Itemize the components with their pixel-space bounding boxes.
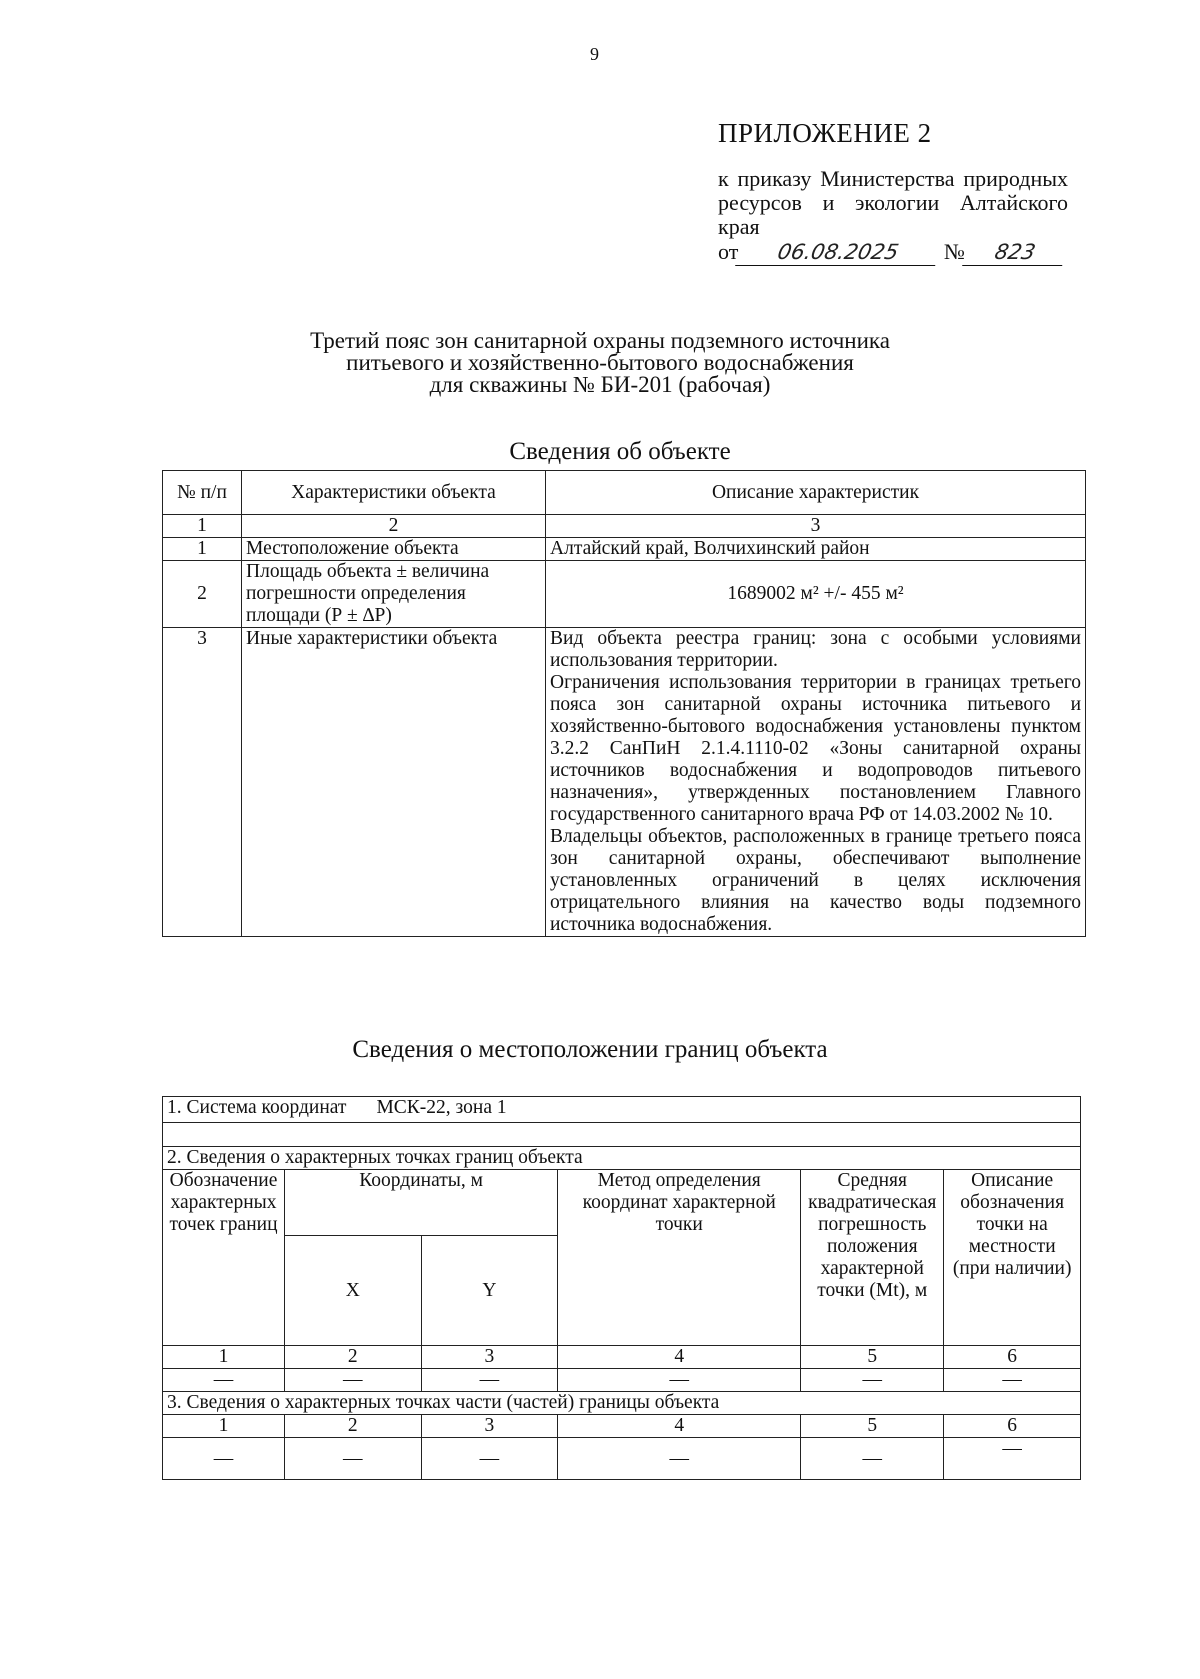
header-description: Описание обозначения точки на местности (при наличии) xyxy=(944,1170,1081,1346)
column-number: 4 xyxy=(558,1346,801,1369)
page-number: 9 xyxy=(590,44,599,64)
row-number: 3 xyxy=(163,628,242,937)
header-coordinates: Координаты, м xyxy=(285,1170,558,1236)
boundary-info-table xyxy=(162,1096,1081,1480)
header-number: № п/п xyxy=(163,471,242,515)
column-number: 6 xyxy=(944,1346,1081,1369)
column-number: 1 xyxy=(163,515,242,538)
header-error: Средняя квадратическая погрешность положения характерной точки (Mt), м xyxy=(801,1170,944,1346)
column-number-row xyxy=(163,515,1086,538)
column-number: 3 xyxy=(421,1346,558,1369)
row-value: — xyxy=(163,1438,285,1480)
row-value: — xyxy=(944,1438,1081,1480)
coord-system-value: МСК-22, зона 1 xyxy=(376,1097,507,1118)
handwritten-number: 823 xyxy=(962,239,1068,266)
row-value: — xyxy=(558,1369,801,1392)
order-line xyxy=(718,239,1068,266)
description-paragraph: Ограничения использования территории в границах третьего пояса зон санитарной охраны источника питьевого и хозяйственно-бытового водоснабжения установлены пунктом 3.2.2 СанПиН 2.1.4.1110-02 «Зоны санитарной охраны источников водоснабжения и водопроводов питьевого назначения», утвержденных постановлением Главного государственного санитарного врача РФ от 14.03.2002 № 10. xyxy=(550,672,1081,825)
column-number: 2 xyxy=(285,1346,422,1369)
row-number: 1 xyxy=(163,538,242,561)
spacer-row xyxy=(163,1123,1081,1147)
row-value: — xyxy=(558,1438,801,1480)
row-number: 2 xyxy=(163,561,242,628)
column-number: 5 xyxy=(801,1346,944,1369)
table-row xyxy=(163,1438,1081,1480)
column-number: 5 xyxy=(801,1415,944,1438)
section-row xyxy=(163,1147,1081,1170)
object-info-heading: Сведения об объекте xyxy=(509,438,731,465)
coord-system-cell xyxy=(163,1097,1081,1123)
table-row xyxy=(163,1369,1081,1392)
appendix-block xyxy=(718,118,1068,266)
row-value: — xyxy=(163,1369,285,1392)
header-designation: Обозначение характерных точек границ xyxy=(163,1170,285,1346)
number-prefix: № xyxy=(943,239,965,264)
row-value: — xyxy=(801,1369,944,1392)
object-info-table xyxy=(162,470,1086,937)
document-title xyxy=(100,330,1100,396)
column-number-row xyxy=(163,1415,1081,1438)
table-row xyxy=(163,628,1086,937)
header-x: X xyxy=(285,1236,422,1346)
row-value: — xyxy=(944,1369,1081,1392)
column-number: 1 xyxy=(163,1415,285,1438)
row-value: — xyxy=(285,1438,422,1480)
column-number: 3 xyxy=(421,1415,558,1438)
boundary-info-heading: Сведения о местоположении границ объекта xyxy=(352,1036,828,1063)
row-value: — xyxy=(801,1438,944,1480)
empty-cell xyxy=(163,1123,1081,1147)
header-description: Описание характеристик xyxy=(546,471,1086,515)
appendix-title: ПРИЛОЖЕНИЕ 2 xyxy=(718,118,932,148)
row-characteristic: Местоположение объекта xyxy=(242,538,546,561)
table-header-row xyxy=(163,471,1086,515)
document-title-line: для скважины № БИ-201 (рабочая) xyxy=(429,372,771,397)
header-method: Метод определения координат характерной точки xyxy=(558,1170,801,1346)
column-number-row xyxy=(163,1346,1081,1369)
row-value: — xyxy=(421,1438,558,1480)
handwritten-date: 06.08.2025 xyxy=(735,239,941,266)
column-number: 2 xyxy=(242,515,546,538)
column-number: 6 xyxy=(944,1415,1081,1438)
row-characteristic: Иные характеристики объекта xyxy=(242,628,546,937)
table-row xyxy=(163,561,1086,628)
header-y: Y xyxy=(421,1236,558,1346)
row-value: — xyxy=(421,1369,558,1392)
row-description: 1689002 м² +/- 455 м² xyxy=(546,561,1086,628)
description-paragraph: Вид объекта реестра границ: зона с особыми условиями использования территории. xyxy=(550,628,1081,671)
row-characteristic: Площадь объекта ± величина погрешности определения площади (Р ± ∆Р) xyxy=(242,561,546,628)
section3-title: 3. Сведения о характерных точках части (частей) границы объекта xyxy=(163,1392,1081,1415)
appendix-reference: к приказу Министерства природных ресурсов и экологии Алтайского края xyxy=(718,166,1068,239)
section2-title: 2. Сведения о характерных точках границ объекта xyxy=(163,1147,1081,1170)
row-description xyxy=(546,628,1086,937)
column-number: 2 xyxy=(285,1415,422,1438)
header-row xyxy=(163,1170,1081,1236)
column-number: 3 xyxy=(546,515,1086,538)
description-paragraph: Владельцы объектов, расположенных в границе третьего пояса зон санитарной охраны, обеспечивают выполнение установленных ограничений в целях исключения отрицательного влияния на качество воды подземного источника водоснабжения. xyxy=(550,826,1081,935)
document-title-line: Третий пояс зон санитарной охраны подземного источника xyxy=(310,328,890,353)
row-value: — xyxy=(285,1369,422,1392)
document-title-line: питьевого и хозяйственно-бытового водоснабжения xyxy=(346,350,854,375)
date-prefix: от xyxy=(718,239,739,264)
coord-system-label: 1. Система координат xyxy=(167,1097,347,1118)
table-row xyxy=(163,538,1086,561)
row-description: Алтайский край, Волчихинский район xyxy=(546,538,1086,561)
section-row xyxy=(163,1392,1081,1415)
column-number: 4 xyxy=(558,1415,801,1438)
column-number: 1 xyxy=(163,1346,285,1369)
coord-system-row xyxy=(163,1097,1081,1123)
header-characteristic: Характеристики объекта xyxy=(242,471,546,515)
